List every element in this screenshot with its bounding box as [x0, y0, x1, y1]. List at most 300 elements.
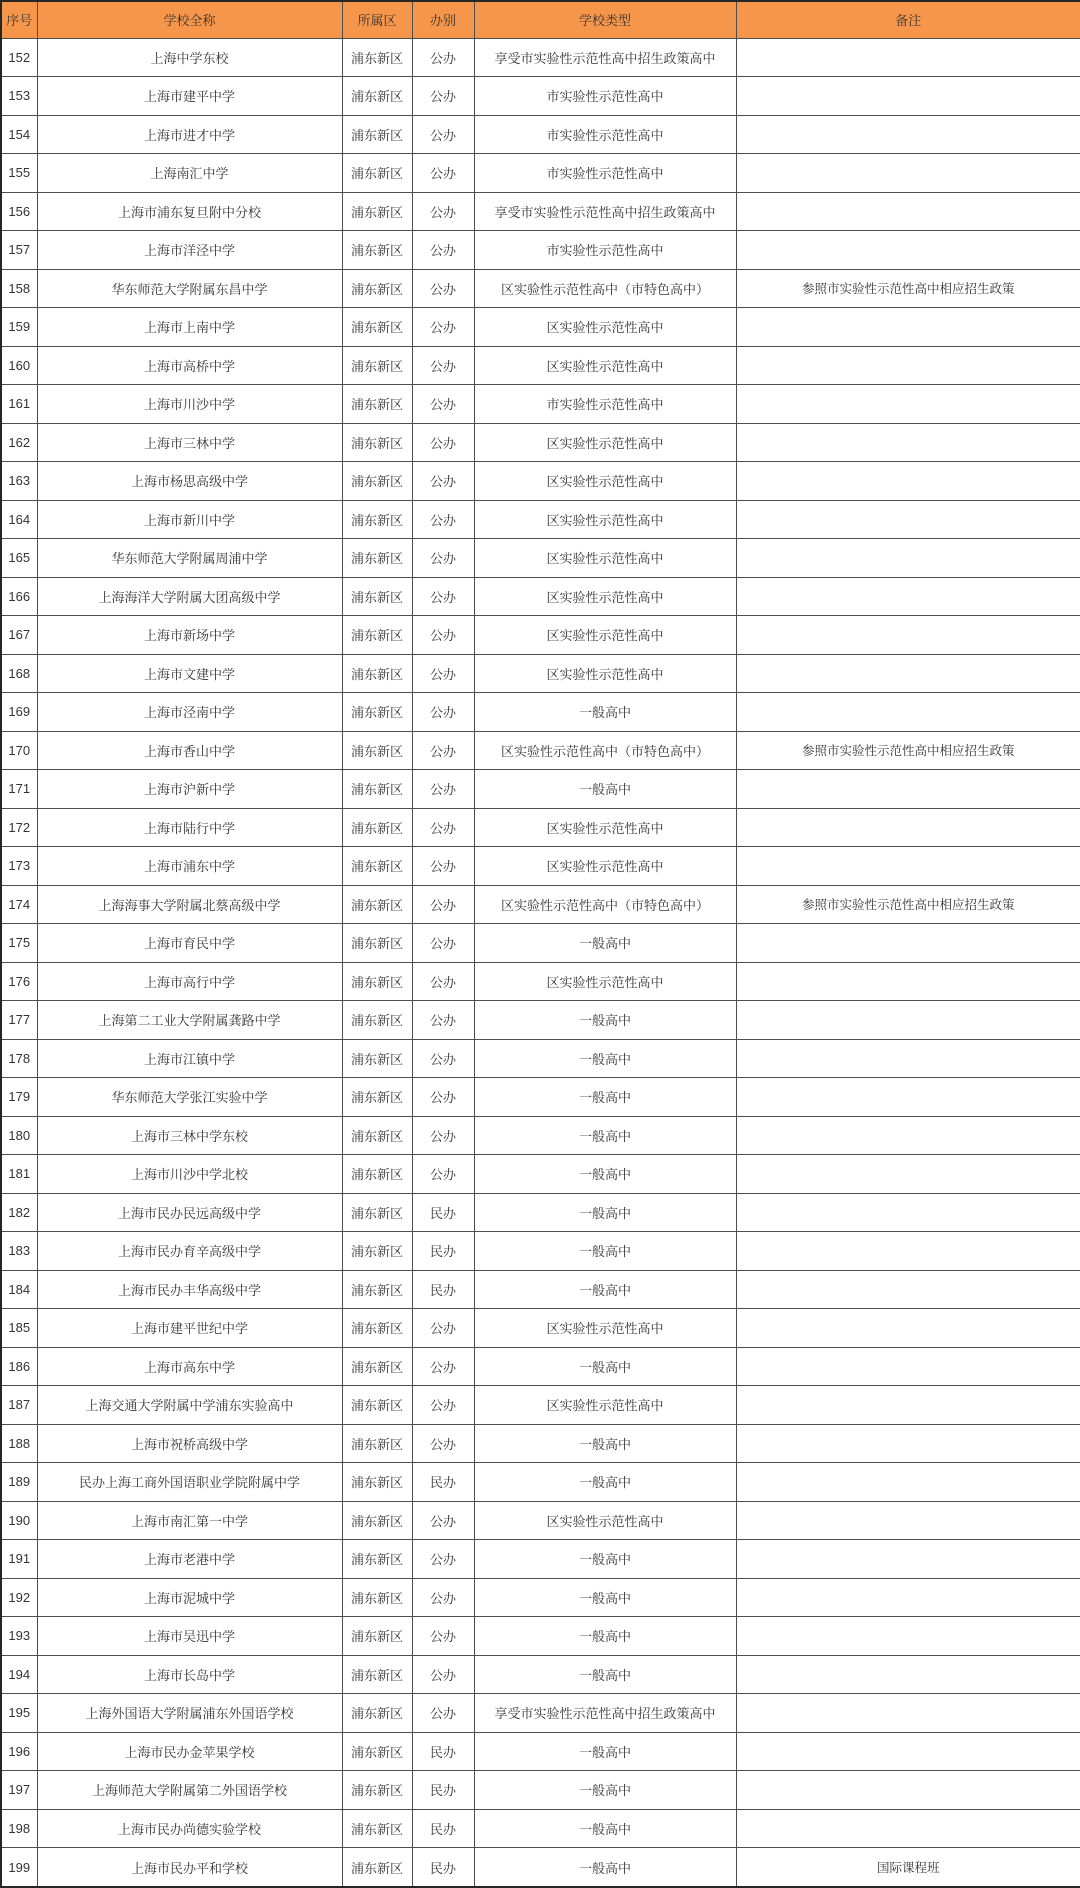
cell-school-type: 市实验性示范性高中 [474, 77, 736, 116]
cell-district: 浦东新区 [342, 847, 412, 886]
cell-ownership: 公办 [412, 1347, 474, 1386]
cell-remark [736, 346, 1080, 385]
cell-remark [736, 385, 1080, 424]
cell-school-type: 一般高中 [474, 1463, 736, 1502]
cell-index: 169 [1, 693, 37, 732]
cell-district: 浦东新区 [342, 192, 412, 231]
table-row [1, 1001, 1080, 1040]
cell-ownership: 公办 [412, 577, 474, 616]
cell-district: 浦东新区 [342, 385, 412, 424]
table-row [1, 693, 1080, 732]
header-cell-district: 所属区 [342, 1, 412, 38]
cell-school-name: 上海市长岛中学 [37, 1655, 342, 1694]
header-row [1, 1, 1080, 38]
cell-district: 浦东新区 [342, 924, 412, 963]
cell-school-type: 一般高中 [474, 1001, 736, 1040]
cell-ownership: 公办 [412, 693, 474, 732]
cell-index: 160 [1, 346, 37, 385]
cell-school-type: 区实验性示范性高中 [474, 616, 736, 655]
cell-school-name: 上海市浦东复旦附中分校 [37, 192, 342, 231]
cell-district: 浦东新区 [342, 1270, 412, 1309]
cell-index: 159 [1, 308, 37, 347]
cell-ownership: 民办 [412, 1270, 474, 1309]
cell-school-type: 一般高中 [474, 1655, 736, 1694]
cell-school-type: 一般高中 [474, 1732, 736, 1771]
cell-school-name: 上海市泾南中学 [37, 693, 342, 732]
cell-school-name: 上海市育民中学 [37, 924, 342, 963]
cell-district: 浦东新区 [342, 770, 412, 809]
header-cell-remark: 备注 [736, 1, 1080, 38]
cell-ownership: 公办 [412, 885, 474, 924]
cell-index: 186 [1, 1347, 37, 1386]
cell-index: 184 [1, 1270, 37, 1309]
cell-school-type: 市实验性示范性高中 [474, 231, 736, 270]
cell-school-name: 上海市吴迅中学 [37, 1617, 342, 1656]
cell-ownership: 公办 [412, 308, 474, 347]
cell-ownership: 公办 [412, 847, 474, 886]
cell-index: 196 [1, 1732, 37, 1771]
cell-school-type: 享受市实验性示范性高中招生政策高中 [474, 38, 736, 77]
table-row [1, 154, 1080, 193]
cell-school-name: 上海市高行中学 [37, 962, 342, 1001]
cell-ownership: 公办 [412, 385, 474, 424]
cell-school-name: 上海市陆行中学 [37, 808, 342, 847]
cell-district: 浦东新区 [342, 1386, 412, 1425]
cell-index: 183 [1, 1232, 37, 1271]
cell-index: 168 [1, 654, 37, 693]
cell-district: 浦东新区 [342, 77, 412, 116]
cell-school-type: 区实验性示范性高中 [474, 1309, 736, 1348]
cell-district: 浦东新区 [342, 38, 412, 77]
cell-ownership: 民办 [412, 1232, 474, 1271]
cell-school-type: 市实验性示范性高中 [474, 154, 736, 193]
cell-remark [736, 616, 1080, 655]
cell-school-name: 上海市祝桥高级中学 [37, 1424, 342, 1463]
cell-school-name: 上海外国语大学附属浦东外国语学校 [37, 1694, 342, 1733]
cell-school-name: 上海南汇中学 [37, 154, 342, 193]
cell-remark: 参照市实验性示范性高中相应招生政策 [736, 885, 1080, 924]
cell-school-type: 享受市实验性示范性高中招生政策高中 [474, 1694, 736, 1733]
cell-school-name: 上海市民办丰华高级中学 [37, 1270, 342, 1309]
cell-school-type: 市实验性示范性高中 [474, 385, 736, 424]
table-row [1, 1501, 1080, 1540]
table-row [1, 1155, 1080, 1194]
table-row [1, 731, 1080, 770]
cell-school-type: 区实验性示范性高中 [474, 847, 736, 886]
cell-district: 浦东新区 [342, 500, 412, 539]
cell-index: 178 [1, 1039, 37, 1078]
cell-school-name: 上海交通大学附属中学浦东实验高中 [37, 1386, 342, 1425]
cell-district: 浦东新区 [342, 654, 412, 693]
cell-remark [736, 192, 1080, 231]
cell-school-type: 区实验性示范性高中 [474, 1386, 736, 1425]
cell-school-type: 一般高中 [474, 924, 736, 963]
table-row [1, 616, 1080, 655]
cell-district: 浦东新区 [342, 693, 412, 732]
cell-district: 浦东新区 [342, 1116, 412, 1155]
table-row [1, 1540, 1080, 1579]
table-row [1, 1732, 1080, 1771]
cell-ownership: 公办 [412, 1655, 474, 1694]
cell-district: 浦东新区 [342, 962, 412, 1001]
cell-ownership: 公办 [412, 1617, 474, 1656]
cell-remark: 参照市实验性示范性高中相应招生政策 [736, 269, 1080, 308]
cell-district: 浦东新区 [342, 885, 412, 924]
cell-ownership: 民办 [412, 1193, 474, 1232]
cell-school-type: 一般高中 [474, 1617, 736, 1656]
table-row [1, 539, 1080, 578]
cell-remark [736, 1232, 1080, 1271]
cell-district: 浦东新区 [342, 1424, 412, 1463]
table-row [1, 1039, 1080, 1078]
cell-school-type: 区实验性示范性高中 [474, 462, 736, 501]
cell-school-type: 区实验性示范性高中 [474, 423, 736, 462]
cell-district: 浦东新区 [342, 115, 412, 154]
cell-remark: 国际课程班 [736, 1848, 1080, 1888]
cell-remark [736, 1732, 1080, 1771]
cell-ownership: 公办 [412, 962, 474, 1001]
cell-ownership: 公办 [412, 192, 474, 231]
table-row [1, 38, 1080, 77]
cell-school-type: 一般高中 [474, 1193, 736, 1232]
cell-school-name: 华东师范大学张江实验中学 [37, 1078, 342, 1117]
cell-index: 198 [1, 1809, 37, 1848]
cell-district: 浦东新区 [342, 1848, 412, 1888]
cell-remark [736, 847, 1080, 886]
cell-school-type: 一般高中 [474, 1232, 736, 1271]
table-row [1, 231, 1080, 270]
cell-remark [736, 1309, 1080, 1348]
cell-ownership: 公办 [412, 1039, 474, 1078]
cell-ownership: 民办 [412, 1463, 474, 1502]
cell-district: 浦东新区 [342, 269, 412, 308]
cell-remark [736, 462, 1080, 501]
table-row [1, 847, 1080, 886]
cell-school-type: 一般高中 [474, 1809, 736, 1848]
cell-school-type: 一般高中 [474, 1540, 736, 1579]
cell-remark [736, 1039, 1080, 1078]
cell-school-type: 一般高中 [474, 1771, 736, 1810]
cell-school-type: 区实验性示范性高中（市特色高中） [474, 269, 736, 308]
cell-index: 170 [1, 731, 37, 770]
cell-remark [736, 423, 1080, 462]
cell-remark [736, 1001, 1080, 1040]
cell-index: 174 [1, 885, 37, 924]
cell-district: 浦东新区 [342, 577, 412, 616]
cell-district: 浦东新区 [342, 1617, 412, 1656]
cell-remark [736, 1617, 1080, 1656]
cell-ownership: 民办 [412, 1809, 474, 1848]
cell-school-name: 上海市民办民远高级中学 [37, 1193, 342, 1232]
cell-school-name: 上海市上南中学 [37, 308, 342, 347]
cell-remark [736, 1501, 1080, 1540]
cell-school-name: 上海第二工业大学附属龚路中学 [37, 1001, 342, 1040]
table-row [1, 346, 1080, 385]
cell-school-type: 区实验性示范性高中 [474, 1501, 736, 1540]
table-row [1, 885, 1080, 924]
cell-ownership: 民办 [412, 1771, 474, 1810]
cell-school-type: 一般高中 [474, 693, 736, 732]
cell-district: 浦东新区 [342, 1463, 412, 1502]
table-row [1, 962, 1080, 1001]
cell-remark [736, 308, 1080, 347]
cell-district: 浦东新区 [342, 423, 412, 462]
table-row [1, 1463, 1080, 1502]
cell-index: 167 [1, 616, 37, 655]
table-row [1, 1270, 1080, 1309]
cell-district: 浦东新区 [342, 1155, 412, 1194]
table-row [1, 115, 1080, 154]
cell-district: 浦东新区 [342, 1193, 412, 1232]
cell-school-name: 上海海洋大学附属大团高级中学 [37, 577, 342, 616]
cell-school-name: 上海市民办平和学校 [37, 1848, 342, 1888]
cell-district: 浦东新区 [342, 462, 412, 501]
cell-index: 191 [1, 1540, 37, 1579]
cell-index: 189 [1, 1463, 37, 1502]
cell-district: 浦东新区 [342, 616, 412, 655]
table-row [1, 462, 1080, 501]
cell-school-name: 上海市老港中学 [37, 1540, 342, 1579]
cell-index: 182 [1, 1193, 37, 1232]
cell-ownership: 民办 [412, 1732, 474, 1771]
cell-index: 194 [1, 1655, 37, 1694]
cell-school-type: 区实验性示范性高中 [474, 577, 736, 616]
cell-ownership: 民办 [412, 1848, 474, 1888]
cell-ownership: 公办 [412, 1501, 474, 1540]
table-row [1, 1386, 1080, 1425]
header-cell-school-name: 学校全称 [37, 1, 342, 38]
header-cell-index: 序号 [1, 1, 37, 38]
cell-ownership: 公办 [412, 539, 474, 578]
cell-remark [736, 1386, 1080, 1425]
cell-remark [736, 1078, 1080, 1117]
table-row [1, 269, 1080, 308]
cell-remark [736, 654, 1080, 693]
cell-ownership: 公办 [412, 770, 474, 809]
cell-remark [736, 1347, 1080, 1386]
table-body [1, 38, 1080, 1887]
cell-index: 181 [1, 1155, 37, 1194]
cell-index: 165 [1, 539, 37, 578]
cell-ownership: 公办 [412, 1386, 474, 1425]
table-row [1, 1617, 1080, 1656]
cell-ownership: 公办 [412, 154, 474, 193]
cell-district: 浦东新区 [342, 1578, 412, 1617]
cell-ownership: 公办 [412, 500, 474, 539]
cell-index: 195 [1, 1694, 37, 1733]
cell-school-name: 上海市进才中学 [37, 115, 342, 154]
cell-remark [736, 231, 1080, 270]
table-row [1, 577, 1080, 616]
cell-index: 180 [1, 1116, 37, 1155]
cell-school-type: 区实验性示范性高中 [474, 539, 736, 578]
cell-index: 171 [1, 770, 37, 809]
cell-school-name: 上海市建平中学 [37, 77, 342, 116]
cell-remark [736, 1809, 1080, 1848]
cell-school-name: 上海市洋泾中学 [37, 231, 342, 270]
cell-index: 193 [1, 1617, 37, 1656]
cell-school-name: 上海市川沙中学 [37, 385, 342, 424]
cell-school-name: 上海市沪新中学 [37, 770, 342, 809]
table-row [1, 1809, 1080, 1848]
cell-school-name: 上海市南汇第一中学 [37, 1501, 342, 1540]
cell-ownership: 公办 [412, 462, 474, 501]
cell-remark [736, 500, 1080, 539]
table-row [1, 1116, 1080, 1155]
table-row [1, 1848, 1080, 1888]
cell-ownership: 公办 [412, 346, 474, 385]
cell-district: 浦东新区 [342, 731, 412, 770]
cell-district: 浦东新区 [342, 1540, 412, 1579]
cell-index: 179 [1, 1078, 37, 1117]
cell-school-type: 市实验性示范性高中 [474, 115, 736, 154]
cell-ownership: 公办 [412, 1578, 474, 1617]
cell-remark [736, 38, 1080, 77]
cell-school-type: 一般高中 [474, 1270, 736, 1309]
cell-school-type: 一般高中 [474, 1078, 736, 1117]
cell-index: 156 [1, 192, 37, 231]
cell-ownership: 公办 [412, 1540, 474, 1579]
cell-ownership: 公办 [412, 38, 474, 77]
cell-school-type: 一般高中 [474, 1155, 736, 1194]
table-row [1, 1078, 1080, 1117]
cell-ownership: 公办 [412, 423, 474, 462]
cell-school-type: 一般高中 [474, 1116, 736, 1155]
cell-school-name: 上海市新场中学 [37, 616, 342, 655]
cell-ownership: 公办 [412, 1309, 474, 1348]
cell-index: 157 [1, 231, 37, 270]
cell-school-name: 上海市民办尚德实验学校 [37, 1809, 342, 1848]
cell-index: 187 [1, 1386, 37, 1425]
table-row [1, 1424, 1080, 1463]
cell-school-type: 享受市实验性示范性高中招生政策高中 [474, 192, 736, 231]
table-row [1, 385, 1080, 424]
cell-remark [736, 77, 1080, 116]
cell-school-type: 一般高中 [474, 1848, 736, 1888]
cell-remark [736, 693, 1080, 732]
cell-remark [736, 1463, 1080, 1502]
cell-district: 浦东新区 [342, 231, 412, 270]
cell-school-name: 上海市杨思高级中学 [37, 462, 342, 501]
cell-index: 188 [1, 1424, 37, 1463]
cell-index: 152 [1, 38, 37, 77]
table-row [1, 1771, 1080, 1810]
cell-district: 浦东新区 [342, 1732, 412, 1771]
cell-school-type: 区实验性示范性高中 [474, 962, 736, 1001]
cell-ownership: 公办 [412, 231, 474, 270]
cell-ownership: 公办 [412, 1001, 474, 1040]
cell-index: 153 [1, 77, 37, 116]
header-cell-ownership: 办别 [412, 1, 474, 38]
cell-remark [736, 154, 1080, 193]
cell-school-name: 上海市浦东中学 [37, 847, 342, 886]
cell-school-name: 华东师范大学附属东昌中学 [37, 269, 342, 308]
cell-school-name: 上海市新川中学 [37, 500, 342, 539]
table-row [1, 1578, 1080, 1617]
table-row [1, 308, 1080, 347]
cell-school-name: 上海市民办金苹果学校 [37, 1732, 342, 1771]
cell-district: 浦东新区 [342, 346, 412, 385]
cell-remark [736, 115, 1080, 154]
cell-index: 163 [1, 462, 37, 501]
table-row [1, 192, 1080, 231]
cell-index: 192 [1, 1578, 37, 1617]
cell-district: 浦东新区 [342, 1001, 412, 1040]
cell-school-name: 上海市江镇中学 [37, 1039, 342, 1078]
cell-remark [736, 1771, 1080, 1810]
cell-remark [736, 1694, 1080, 1733]
cell-index: 175 [1, 924, 37, 963]
cell-school-name: 上海市民办育辛高级中学 [37, 1232, 342, 1271]
cell-district: 浦东新区 [342, 539, 412, 578]
cell-school-type: 区实验性示范性高中 [474, 500, 736, 539]
cell-district: 浦东新区 [342, 1694, 412, 1733]
table-row [1, 770, 1080, 809]
cell-index: 199 [1, 1848, 37, 1888]
cell-school-type: 区实验性示范性高中（市特色高中） [474, 885, 736, 924]
cell-remark [736, 1270, 1080, 1309]
cell-district: 浦东新区 [342, 1309, 412, 1348]
cell-ownership: 公办 [412, 731, 474, 770]
table-row [1, 1694, 1080, 1733]
cell-ownership: 公办 [412, 1694, 474, 1733]
table-row [1, 924, 1080, 963]
cell-school-type: 一般高中 [474, 1578, 736, 1617]
cell-school-name: 上海市三林中学 [37, 423, 342, 462]
cell-remark [736, 577, 1080, 616]
cell-school-type: 一般高中 [474, 1039, 736, 1078]
cell-district: 浦东新区 [342, 154, 412, 193]
cell-school-name: 上海市建平世纪中学 [37, 1309, 342, 1348]
cell-index: 177 [1, 1001, 37, 1040]
cell-index: 176 [1, 962, 37, 1001]
cell-ownership: 公办 [412, 616, 474, 655]
cell-school-type: 区实验性示范性高中 [474, 346, 736, 385]
table-row [1, 808, 1080, 847]
cell-district: 浦东新区 [342, 308, 412, 347]
cell-district: 浦东新区 [342, 1501, 412, 1540]
cell-remark [736, 1578, 1080, 1617]
table-row [1, 500, 1080, 539]
table-row [1, 77, 1080, 116]
cell-school-name: 华东师范大学附属周浦中学 [37, 539, 342, 578]
cell-remark: 参照市实验性示范性高中相应招生政策 [736, 731, 1080, 770]
cell-school-type: 一般高中 [474, 770, 736, 809]
cell-ownership: 公办 [412, 808, 474, 847]
cell-district: 浦东新区 [342, 1809, 412, 1848]
cell-index: 185 [1, 1309, 37, 1348]
table-row [1, 1193, 1080, 1232]
cell-district: 浦东新区 [342, 1039, 412, 1078]
cell-remark [736, 539, 1080, 578]
cell-index: 161 [1, 385, 37, 424]
cell-school-type: 区实验性示范性高中 [474, 308, 736, 347]
cell-index: 155 [1, 154, 37, 193]
cell-school-name: 上海海事大学附属北蔡高级中学 [37, 885, 342, 924]
cell-index: 190 [1, 1501, 37, 1540]
cell-ownership: 公办 [412, 654, 474, 693]
cell-ownership: 公办 [412, 269, 474, 308]
cell-remark [736, 1540, 1080, 1579]
cell-district: 浦东新区 [342, 1232, 412, 1271]
cell-district: 浦东新区 [342, 1655, 412, 1694]
cell-ownership: 公办 [412, 1116, 474, 1155]
table-row [1, 1655, 1080, 1694]
cell-remark [736, 1655, 1080, 1694]
cell-district: 浦东新区 [342, 808, 412, 847]
cell-district: 浦东新区 [342, 1771, 412, 1810]
cell-index: 166 [1, 577, 37, 616]
